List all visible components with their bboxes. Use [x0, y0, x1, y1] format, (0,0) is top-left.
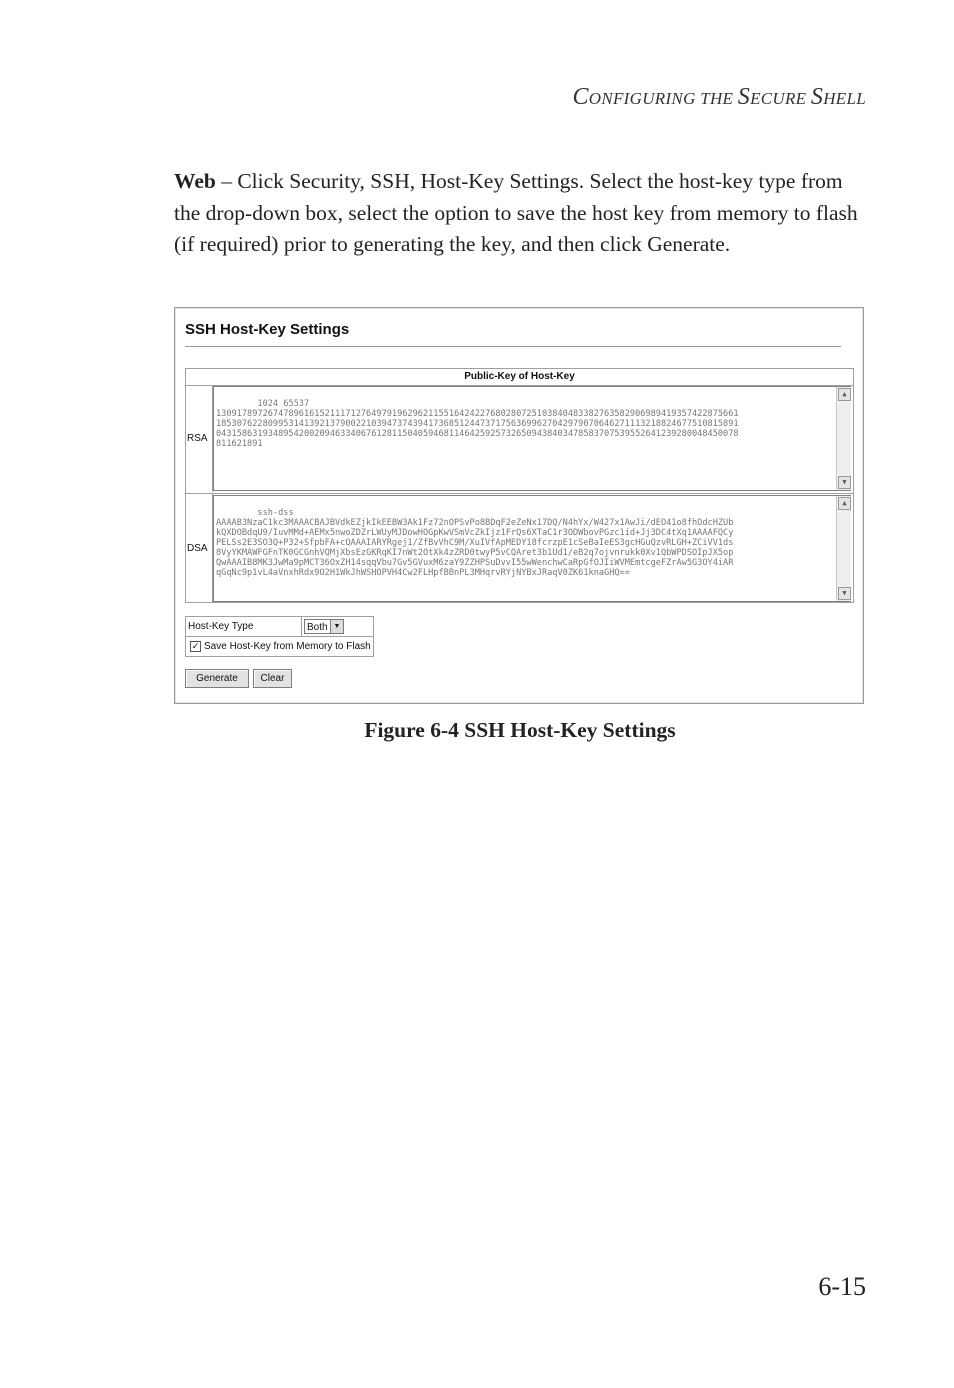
intro-text: – Click Security, SSH, Host-Key Settings. Select the host-key type from the drop-down box, select the option to save the host key from memory to flash (if required) prior to generating the key, and then click Generate.: [174, 169, 858, 256]
rsa-row: [186, 385, 853, 492]
save-host-key-checkbox[interactable]: ✓: [191, 641, 200, 651]
page-number: 6-15: [818, 1272, 866, 1301]
public-key-table: [185, 368, 854, 603]
generate-button[interactable]: Generate: [185, 669, 249, 688]
rsa-scrollbar[interactable]: [836, 387, 851, 490]
host-key-type-label: Host-Key Type: [188, 621, 254, 632]
dsa-label: DSA: [186, 494, 213, 603]
rsa-key-textarea[interactable]: [213, 386, 851, 491]
figure-caption: Figure 6-4 SSH Host-Key Settings: [364, 718, 676, 742]
save-host-key-label: Save Host-Key from Memory to Flash: [204, 641, 371, 652]
running-head: [572, 84, 866, 111]
running-head-part: S: [737, 84, 751, 110]
public-key-table-header: Public-Key of Host-Key: [186, 369, 853, 386]
title-divider: [185, 346, 841, 347]
dsa-key-text: ssh-dss AAAAB3NzaC1kc3MAAACBAJBVdkEZjkIkEEBW3Ak1Fz72nOPSvPo8BDqF2eZeNx17DQ/N4hYx/W427x1AwJi/dEO41o8fhOdcHZUb kQXDOBdqU9/IuvMMd+AEMx5nwoZDZrLWUyMJDowHOGpKwVSmVcZkIjz1FrQs6XTaC1r3ODWbovPGzc1id+Jj3DC4tXq1AAAAFQCy PELSs2E3SO3Q+P32+SfpbFA+cQAAAIARYRgej1/ZfBvVhC9M/XuIVfApMEDY18fcrzpE1cSeBaIeES3gcHGuQzvRLGH+ZCiVV1ds 8VyYKMAWFGFnTK0GCGnhVQMjXbsEzGKRqKI7nWt2OtXk4zZRD0twyP5vCQAret3b1Ud1/eB2q7ojvnrukk0Xv1QbWPDSOIpJX5op QwAAAIB8MK3JwMa9pMCT36OxZH14sqqVbu7Gv5GVuxM6zaY9ZZHPSuDvvI55wWenchwCaRpGfOJIiWVMEmtcgeFZrAw5G3OY4iAR qGqNc9p1vL4aVnxhRdx9O2H1WkJhWSHOPVH4Cw2FLHpfBBnPL3MHqrvRYjNYBxJRaqV0ZK61knaGHQ==: [216, 508, 734, 578]
host-key-type-row: [186, 617, 373, 637]
scroll-up-arrow-icon[interactable]: ▲: [838, 497, 851, 510]
ssh-host-key-screenshot: [174, 307, 864, 704]
rsa-label: RSA: [186, 385, 213, 492]
intro-bold-label: Web: [174, 169, 216, 193]
screenshot-title: SSH Host-Key Settings: [185, 321, 350, 338]
dsa-scrollbar[interactable]: [836, 496, 851, 601]
intro-paragraph: [174, 166, 864, 261]
running-head-part: ECURE: [750, 89, 811, 108]
host-key-type-cell: [301, 617, 341, 636]
running-head-part: C: [572, 84, 589, 110]
running-head-part: HELL: [823, 89, 866, 108]
host-key-type-select[interactable]: [304, 619, 344, 634]
dsa-row: [186, 493, 853, 603]
host-key-type-value: Both: [307, 622, 328, 633]
running-head-part: S: [810, 84, 824, 110]
scroll-down-arrow-icon[interactable]: ▼: [838, 476, 851, 489]
scroll-down-arrow-icon[interactable]: ▼: [838, 587, 851, 600]
clear-button[interactable]: Clear: [253, 669, 292, 688]
rsa-key-text: 1024 65537 13091789726747896161521117127649791962962115516424227680280725103840483382763582906989419357422875661 18530762280995314139213790022103947374394173685124473717563699627042979070646271113218824677510815891 04315863193489542002094633406761281150405946811464259257326509438403478583707539552641239280048450078 811621891: [216, 399, 739, 449]
save-host-key-row: [186, 637, 373, 656]
chevron-down-icon[interactable]: ▼: [330, 620, 343, 633]
scroll-up-arrow-icon[interactable]: ▲: [838, 388, 851, 401]
running-head-part: ONFIGURING THE: [588, 89, 738, 108]
host-key-options: [185, 616, 374, 657]
dsa-key-textarea[interactable]: [213, 495, 851, 602]
